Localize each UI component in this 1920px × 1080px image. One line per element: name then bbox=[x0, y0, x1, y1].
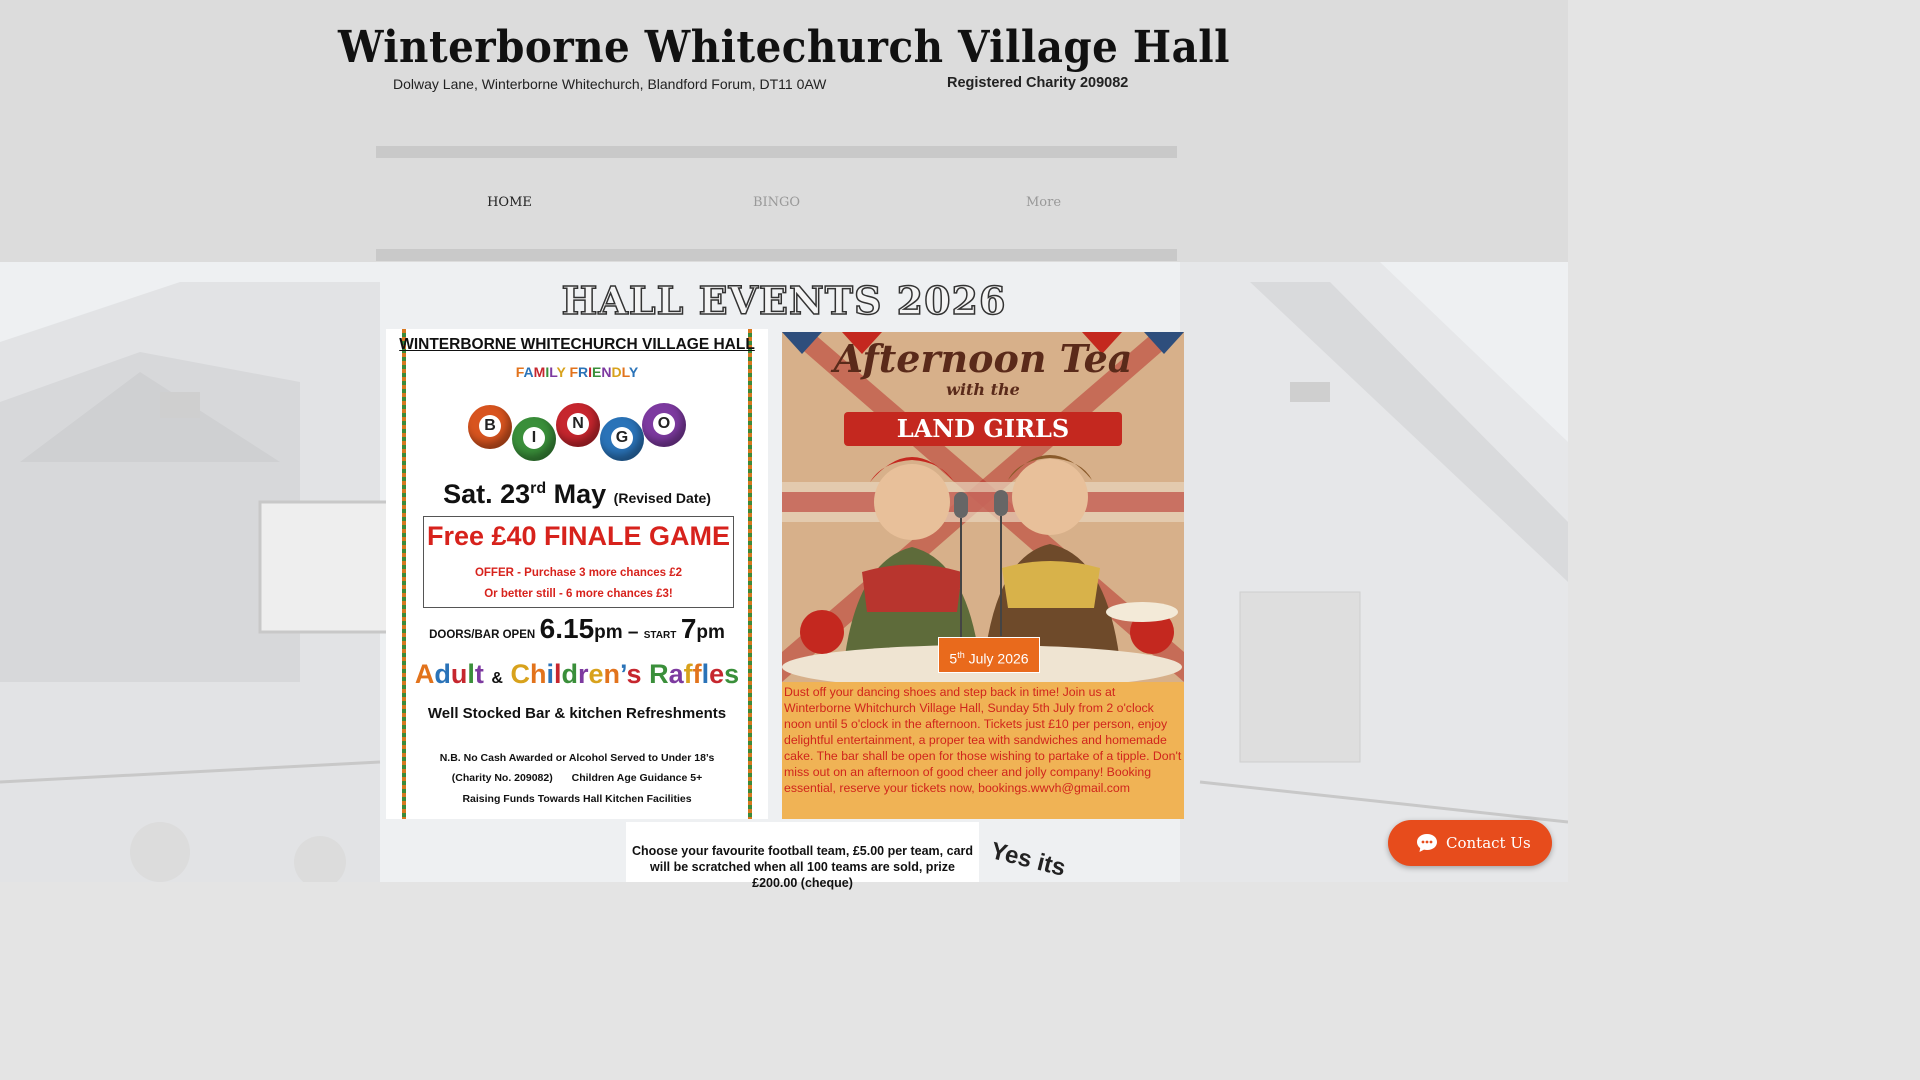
land-girls-banner: LAND GIRLS bbox=[844, 412, 1122, 446]
bingo-ball-n: N bbox=[556, 403, 600, 447]
bingo-note-1: N.B. No Cash Awarded or Alcohol Served to Under 18’s bbox=[439, 752, 715, 764]
charity-number: Registered Charity 209082 bbox=[947, 75, 1129, 91]
bingo-poster[interactable] bbox=[386, 329, 768, 819]
bingo-ball-b: B bbox=[468, 405, 512, 449]
finale-game-text: Free £40 FINALE GAME bbox=[426, 521, 731, 551]
partial-poster-text: Yes its bbox=[987, 837, 1069, 882]
bingo-hall-heading: WINTERBORNE WHITECHURCH VILLAGE HALL bbox=[399, 336, 755, 353]
bingo-ball-i: I bbox=[512, 417, 556, 461]
tea-date-tag: 5th July 2026 bbox=[938, 637, 1040, 673]
nav-item-more[interactable]: More bbox=[1025, 195, 1062, 210]
poster-border-left bbox=[402, 329, 406, 819]
contact-us-button[interactable] bbox=[1388, 820, 1552, 866]
nav-item-home[interactable]: HOME bbox=[487, 195, 532, 210]
nav-top-divider bbox=[376, 146, 1177, 158]
bingo-balls-logo bbox=[468, 403, 698, 463]
bingo-note-3: Raising Funds Towards Hall Kitchen Facilities bbox=[462, 793, 692, 805]
poster-border-right bbox=[748, 329, 752, 819]
events-heading: HALL EVENTS 2026 bbox=[561, 278, 1007, 323]
bingo-ball-g: G bbox=[600, 417, 644, 461]
afternoon-tea-poster[interactable] bbox=[782, 332, 1184, 819]
site-title[interactable]: Winterborne Whitechurch Village Hall bbox=[338, 22, 1230, 73]
bingo-times: DOORS/BAR OPEN 6.15pm – START 7pm bbox=[429, 613, 725, 644]
family-friendly-label: FAMILY FRIENDLY bbox=[515, 364, 639, 380]
site-address: Dolway Lane, Winterborne Whitechurch, Blandford Forum, DT11 0AW bbox=[393, 76, 827, 92]
tea-title: Afternoon Tea bbox=[833, 336, 1133, 381]
football-card[interactable]: Choose your favourite football team, £5.00 per team, card will be scratched when all 100 teams are sold, prize £200.00 (cheque) bbox=[626, 822, 979, 882]
tea-subtitle: with the bbox=[946, 380, 1020, 399]
offer-line-1: OFFER - Purchase 3 more chances £2 bbox=[474, 567, 683, 579]
contact-us-label: Contact Us bbox=[1446, 834, 1531, 852]
bingo-date: Sat. 23rd May (Revised Date) bbox=[443, 479, 711, 509]
finale-offer-box bbox=[423, 516, 734, 608]
bingo-ball-o: O bbox=[642, 403, 686, 447]
offer-line-2: Or better still - 6 more chances £3! bbox=[484, 588, 673, 600]
nav-bottom-divider bbox=[376, 249, 1177, 261]
tea-description: Dust off your dancing shoes and step back in time! Join us at Winterborne Whitchurch Village Hall, Sunday 5th July from 2 o'clock noon until 5 o'clock in the afternoon. Tickets just £10 per person, enjoy delightful entertainment, a proper tea with sandwiches and homemade cake. The bar shall be open for those wishing to partake of a tipple. Don't miss out on an afternoon of good cheer and jolly company! Booking essential, reserve your tickets now, bookings.wwvh@gmail.com bbox=[782, 682, 1184, 819]
bingo-note-2: (Charity No. 209082) Children Age Guidance 5+ bbox=[451, 772, 703, 784]
refreshments-text: Well Stocked Bar & kitchen Refreshments bbox=[427, 705, 727, 722]
site-header bbox=[0, 0, 1568, 262]
land-girls-illustration bbox=[782, 332, 1184, 682]
nav-item-bingo[interactable]: BINGO bbox=[752, 195, 801, 210]
raffles-text: Adult & Children’s Raffles bbox=[414, 659, 740, 689]
chat-bubble-icon bbox=[1416, 833, 1438, 853]
main-nav bbox=[376, 185, 1177, 221]
